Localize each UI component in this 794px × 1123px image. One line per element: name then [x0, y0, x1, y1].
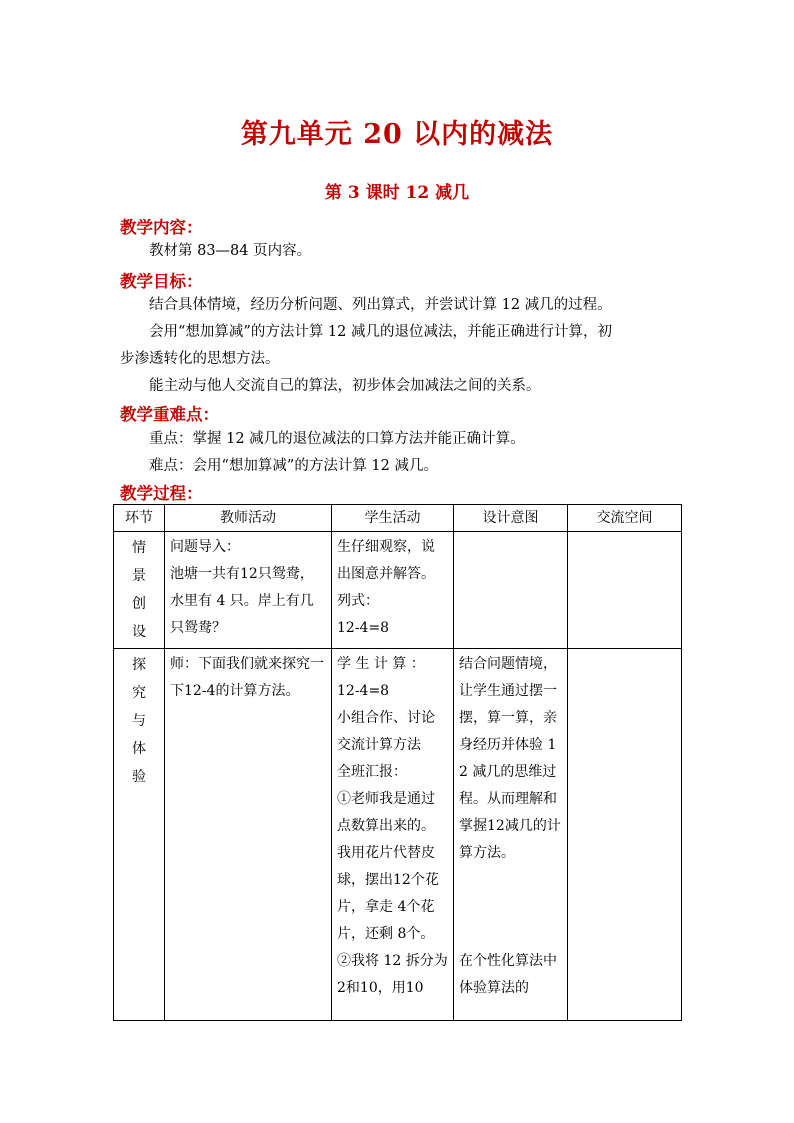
difficulty-line: 难点：会用“想加算减”的方法计算 12 减几。 — [149, 458, 438, 474]
table-header-row — [114, 505, 682, 532]
header-intent: 设计意图 — [454, 505, 568, 532]
objectives-paragraph — [120, 292, 680, 400]
content-paragraph — [120, 238, 680, 265]
student-cell: 学 生 计 算 ： 12-4=8 小组合作、讨论交流计算方法 全班汇报： ①老师我是通过点数算出来的。我用花片代替皮球，摆出12个花片，拿走 4个花片，还剩 8个。 ②我将 12 拆分为 2和10，用10 — [332, 649, 454, 1021]
student-cell: 生仔细观察，说出图意并解答。 列式： 12-4=8 — [332, 532, 454, 649]
objective-line-2b: 步渗透转化的思想方法。 — [120, 351, 280, 367]
section-heading-process: 教学过程： — [120, 484, 203, 503]
header-notes: 交流空间 — [568, 505, 682, 532]
header-phase: 环节 — [114, 505, 165, 532]
teacher-cell: 师：下面我们就来探究一下12-4的计算方法。 — [165, 649, 332, 1021]
table-row — [114, 649, 682, 1021]
lesson-process-table — [113, 504, 682, 1021]
content-line: 教材第 83—84 页内容。 — [149, 243, 312, 259]
key-points-paragraph — [120, 426, 680, 480]
header-teacher: 教师活动 — [165, 505, 332, 532]
lesson-subtitle: 第 3 课时 12 减几 — [324, 183, 470, 203]
header-student: 学生活动 — [332, 505, 454, 532]
notes-cell — [568, 532, 682, 649]
objective-line-2a: 会用“想加算减”的方法计算 12 减几的退位减法，并能正确进行计算，初 — [149, 324, 612, 340]
objective-line-3: 能主动与他人交流自己的算法，初步体会加减法之间的关系。 — [149, 378, 541, 394]
phase-cell: 探究与体验 — [114, 649, 165, 1021]
teacher-cell: 问题导入： 池塘一共有12只鸳鸯，水里有 4 只。岸上有几只鸳鸯？ — [165, 532, 332, 649]
section-heading-content: 教学内容： — [120, 218, 203, 237]
document-title: 第九单元 20 以内的减法 — [240, 119, 554, 150]
intent-cell — [454, 532, 568, 649]
phase-cell: 情景创设 — [114, 532, 165, 649]
section-heading-objectives: 教学目标： — [120, 272, 203, 291]
notes-cell — [568, 649, 682, 1021]
objective-line-1: 结合具体情境，经历分析问题、列出算式，并尝试计算 12 减几的过程。 — [149, 297, 612, 313]
intent-cell: 结合问题情境，让学生通过摆一摆，算一算，亲身经历并体验 12 减几的思维过程。从而理解和掌握12减几的计算方法。 在个性化算法中体验算法的 — [454, 649, 568, 1021]
table-row — [114, 532, 682, 649]
key-point-line: 重点：掌握 12 减几的退位减法的口算方法并能正确计算。 — [149, 431, 525, 447]
section-heading-key-points: 教学重难点： — [120, 405, 219, 424]
